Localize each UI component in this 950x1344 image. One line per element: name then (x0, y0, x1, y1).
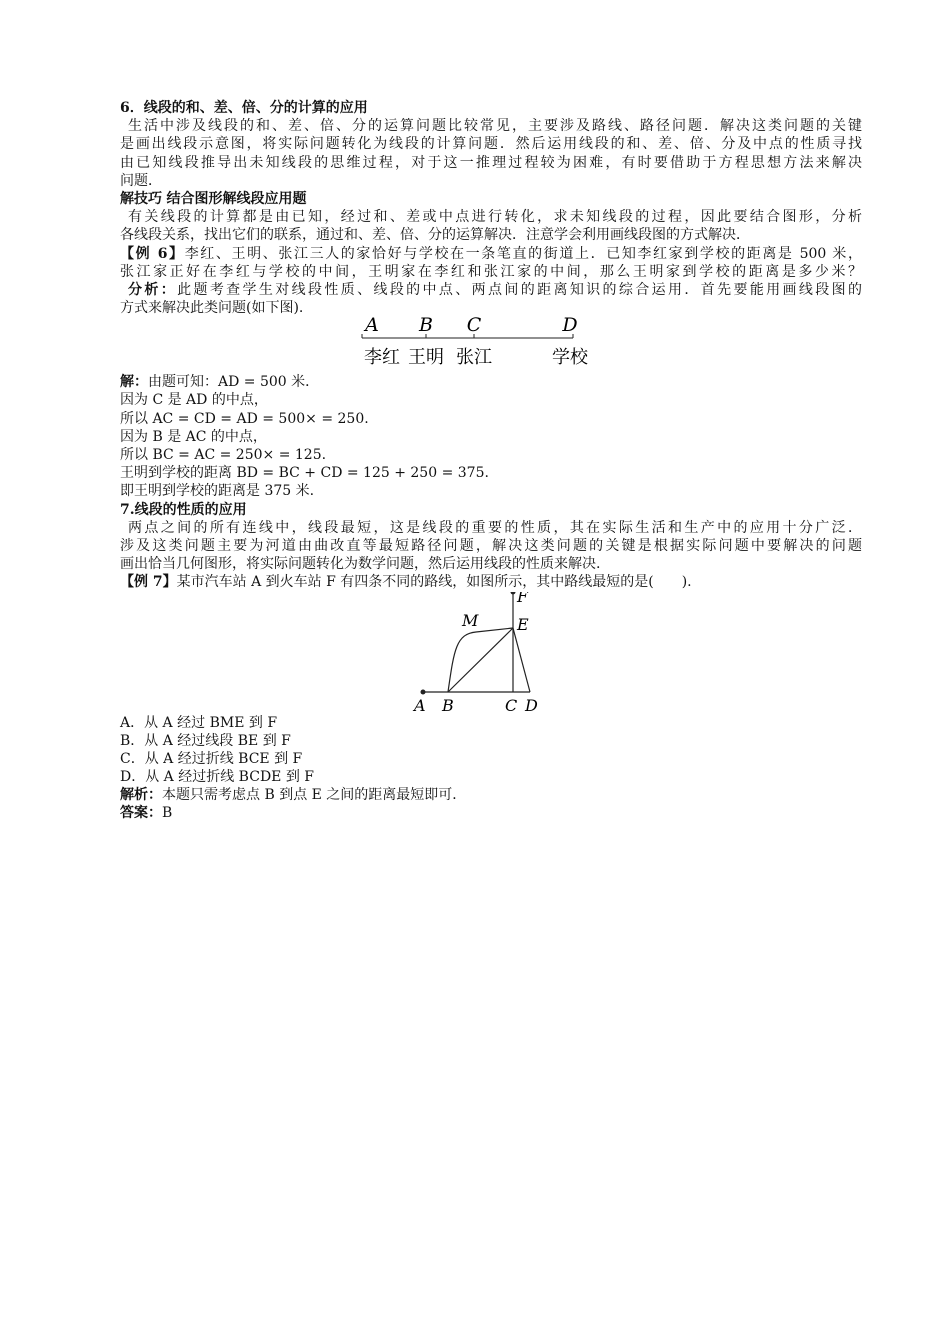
solution-text: 由题可知：AD = 500 米． (148, 374, 320, 391)
example6-analysis-label: 分析： (128, 281, 178, 298)
example6-analysis-line (120, 281, 862, 299)
section7-para-line: 涉及这类问题主要为河道由曲改直等最短路径问题，解决这类问题的关键是根据实际问题中要解决的问题 (120, 537, 862, 554)
example7-question-line (120, 573, 862, 591)
example6-analysis-text: 此题考查学生对线段性质、线段的中点、两点间的距离知识的综合运用．首先要能用画线段图的 (177, 281, 863, 298)
point-a (421, 689, 426, 694)
section7-para-line: 画出恰当几何图形，将实际问题转化为数学问题，然后运用线段的性质来解决. (120, 556, 601, 573)
solution-label: 解： (120, 374, 148, 391)
segment-de (513, 628, 530, 692)
label-e: E (517, 614, 529, 634)
place-label-school: 学校 (552, 347, 588, 369)
solution-line: 王明到学校的距离 BD = BC + CD = 125 + 250 = 375. (120, 465, 489, 482)
point-f (511, 592, 516, 595)
example6-line (120, 245, 862, 263)
point-label-a: A (365, 317, 379, 337)
section6-para-line: 由已知线段推导出未知线段的思维过程，对于这一推理过程较为困难，有时要借助于方程思想方法来解决 (120, 154, 862, 171)
label-b: B (442, 695, 454, 714)
answer-value: B (162, 805, 173, 822)
example7-question: 某市汽车站 A 到火车站 F 有四条不同的路线，如图所示，其中路线最短的是( ). (176, 574, 692, 591)
section6-para-line: 问题． (120, 172, 162, 189)
point-label-d: D (562, 317, 578, 337)
place-label-zhangjiang: 张江 (456, 347, 492, 369)
solution-line: 所以 BC = AC = 250× = 125. (120, 447, 327, 463)
example7-label: 【例 7】 (120, 574, 177, 591)
solution-line: 即王明到学校的距离是 375 米. (120, 483, 315, 500)
example7-analysis-text: 本题只需考虑点 B 到点 E 之间的距离最短即可． (162, 787, 467, 804)
segment-diagram (120, 317, 862, 373)
tip-line: 有关线段的计算都是由已知，经过和、差或中点进行转化，求未知线段的过程，因此要结合图形，分析 (128, 209, 862, 226)
solution-line (120, 373, 862, 391)
place-label-lihong: 李红 (364, 347, 400, 369)
option-a: A．从 A 经过 BME 到 F (120, 714, 278, 731)
section6-para-line: 生活中涉及线段的和、差、倍、分的运算问题比较常见，主要涉及路线、路径问题．解决这类问题的关键 (128, 118, 862, 135)
segment-be (448, 628, 513, 692)
example7-answer-line (120, 804, 862, 822)
segment-figure (120, 317, 862, 373)
example7-analysis-label: 解析： (120, 787, 162, 804)
example7-analysis-line (120, 786, 862, 804)
example6-line: 张江家正好在李红与学校的中间，王明家在李红和张江家的中间，那么王明家到学校的距离是多少米？ (120, 263, 862, 280)
tip-subtitle: 结合图形解线段应用题 (166, 190, 307, 207)
option-b: B．从 A 经过线段 BE 到 F (120, 732, 291, 749)
document-content (120, 99, 862, 823)
point-label-c: C (466, 317, 482, 337)
section6-para-line: 是画出线段示意图，将实际问题转化为线段的计算问题．然后运用线段的和、差、倍、分及中点的性质寻找 (120, 136, 862, 153)
solution-line: 所以 AC = CD = AD = 500× = 250. (120, 410, 369, 427)
place-label-wangming: 王明 (408, 347, 444, 369)
answer-label: 答案： (120, 805, 162, 822)
route-diagram (120, 592, 862, 714)
label-c: C (505, 695, 518, 714)
label-a: A (414, 695, 426, 714)
example6-analysis-line: 方式来解决此类问题(如下图). (120, 300, 304, 317)
tip-line: 各线段关系，找出它们的联系，通过和、差、倍、分的运算解决．注意学会利用画线段图的方式解决． (120, 227, 750, 244)
solution-line: 因为 B 是 AC 的中点， (120, 428, 267, 445)
section7-title: 7.线段的性质的应用 (120, 501, 247, 518)
option-d: D．从 A 经过折线 BCDE 到 F (120, 769, 315, 786)
label-f: F (517, 591, 529, 606)
section6-title: 6．线段的和、差、倍、分的计算的应用 (120, 100, 368, 116)
tip-heading (120, 190, 862, 208)
label-m: M (462, 610, 479, 630)
option-c: C．从 A 经过折线 BCE 到 F (120, 750, 303, 767)
tip-title: 解技巧 (120, 190, 162, 207)
point-label-b: B (419, 317, 433, 337)
route-figure (120, 592, 862, 714)
section7-para-line: 两点之间的所有连线中，线段最短，这是线段的重要的性质，其在实际生活和生产中的应用十分广泛． (128, 519, 862, 536)
example6-label: 【例 6】 (120, 245, 185, 262)
solution-line: 因为 C 是 AD 的中点， (120, 392, 268, 409)
label-d: D (525, 695, 538, 714)
example6-text: 李红、王明、张江三人的家恰好与学校在一条笔直的街道上．已知李红家到学校的距离是 500 米， (184, 245, 862, 262)
